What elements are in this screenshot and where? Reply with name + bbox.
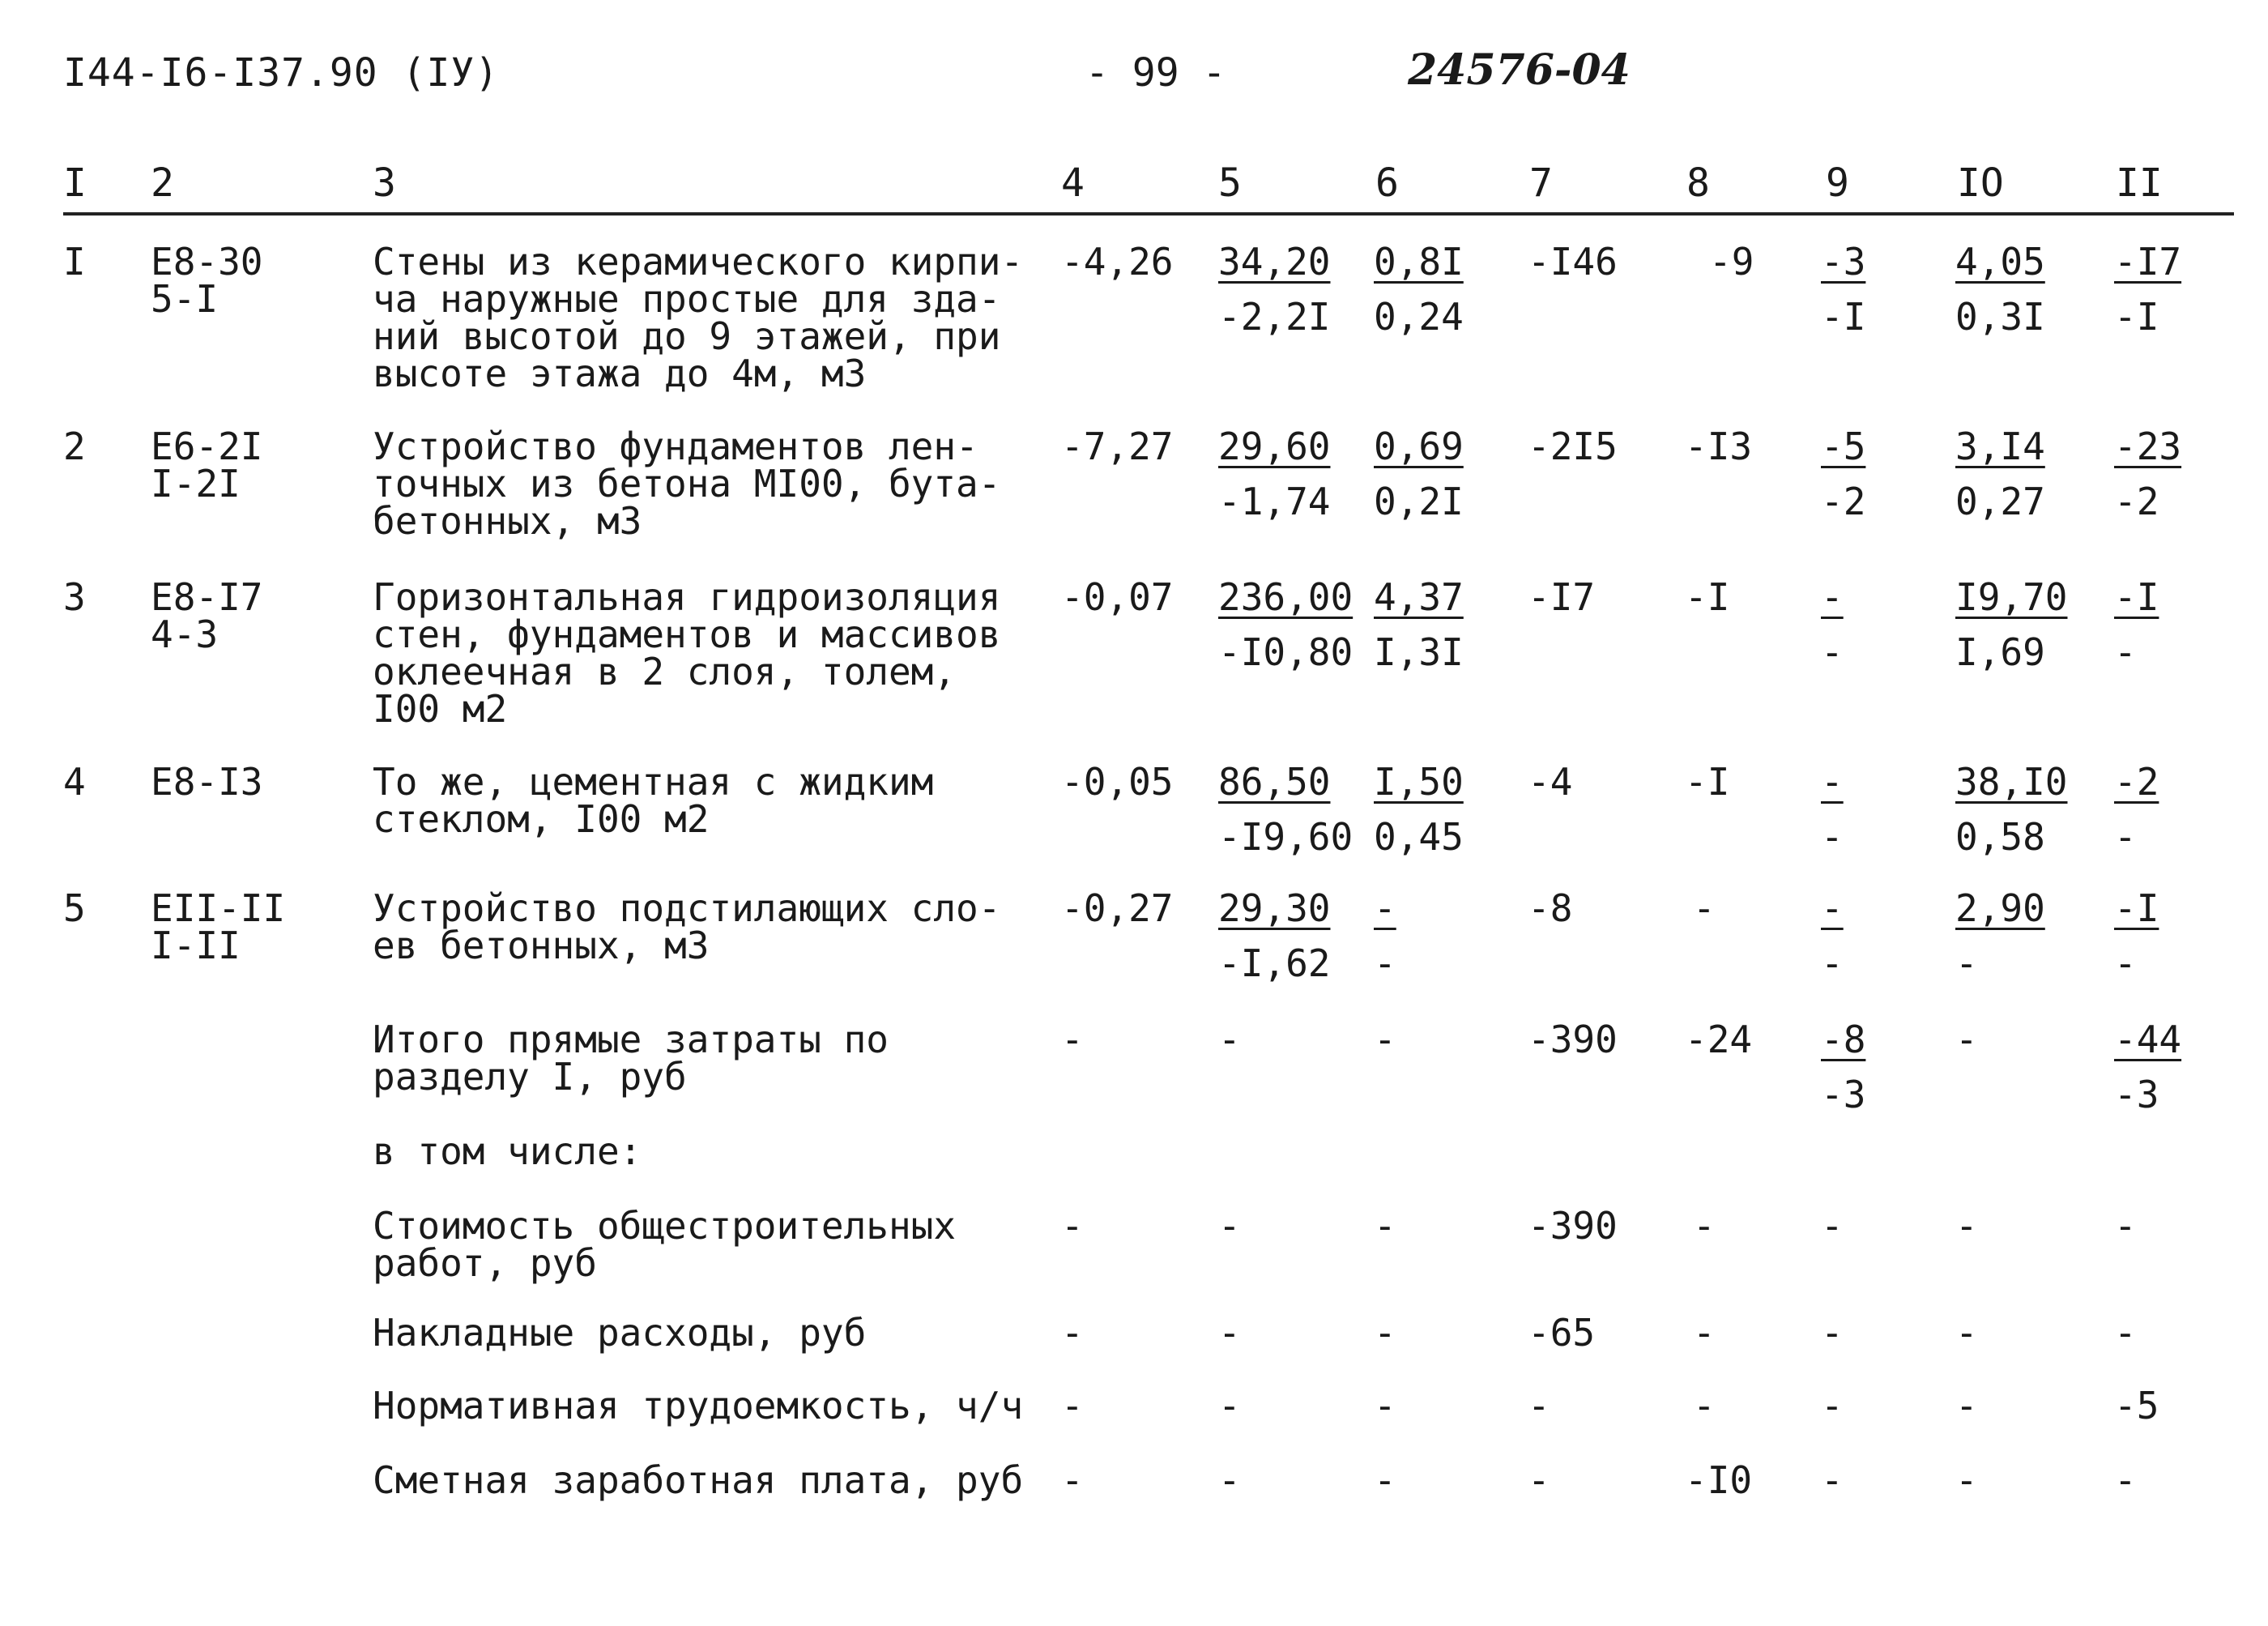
col9-top: -	[1821, 886, 1844, 930]
col10-bottom: 0,58	[1955, 815, 2045, 859]
item-description: Стены из керамического кирпи- ча наружные простые для зда- ний высотой до 9 этажей, при высоте этажа до 4м, м3	[373, 240, 1024, 395]
summary-description: Сметная заработная плата, руб	[373, 1458, 1024, 1502]
including-label: в том числе:	[373, 1129, 642, 1173]
col7-value: -I7	[1528, 575, 1596, 619]
col6-bottom: 0,24	[1374, 295, 1464, 339]
col9-pair	[1821, 575, 1884, 674]
col6-pair	[1374, 760, 1464, 859]
col7-value: -	[1528, 1458, 1550, 1502]
col11-value: -	[2114, 1311, 2137, 1355]
col5-bottom: -I0,80	[1218, 630, 1354, 674]
col8-value: -I	[1685, 575, 1730, 619]
summary-description: Накладные расходы, руб	[373, 1311, 867, 1355]
col9-pair	[1821, 240, 1884, 339]
col6-bottom: I,3I	[1374, 630, 1464, 674]
col10-top: 4,05	[1955, 240, 2045, 284]
col11-value: -5	[2114, 1384, 2159, 1428]
col11-bottom: -	[2114, 815, 2137, 859]
col11-top: -I	[2114, 575, 2159, 619]
col4-value: -	[1061, 1018, 1084, 1061]
col10-bottom: I,69	[1955, 630, 2045, 674]
col5-top: 236,00	[1218, 575, 1354, 619]
col10-value: -	[1955, 1384, 1978, 1428]
col5-pair	[1218, 886, 1331, 985]
col4-value: -0,07	[1061, 575, 1174, 619]
totals-description: Итого прямые затраты по разделу I, руб	[373, 1018, 889, 1099]
col-header: 9	[1826, 160, 1849, 206]
col8-value: -	[1693, 1311, 1716, 1355]
col5-bottom: -I,62	[1218, 941, 1331, 985]
col8-value: -9	[1709, 240, 1754, 284]
col10-value: -	[1955, 1311, 1978, 1355]
col9-pair	[1821, 760, 1884, 859]
col9-pair	[1821, 1018, 1884, 1116]
col7-value: -	[1528, 1384, 1550, 1428]
col10-top: 3,I4	[1955, 425, 2045, 468]
col9-bottom: -3	[1821, 1073, 1866, 1116]
col5-bottom: -I9,60	[1218, 815, 1354, 859]
col10-value: -	[1955, 1204, 1978, 1248]
col4-value: -	[1061, 1311, 1084, 1355]
col10-pair	[1955, 575, 2068, 674]
col10-bottom: 0,3I	[1955, 295, 2045, 339]
item-number: I	[63, 240, 86, 284]
col6-pair	[1374, 886, 1437, 985]
col6-value: -	[1374, 1018, 1396, 1061]
col10-pair	[1955, 425, 2045, 523]
col5-top: 86,50	[1218, 760, 1331, 804]
item-description: Устройство фундаментов лен- точных из бетона МI00, бута- бетонных, м3	[373, 425, 1001, 543]
col11-pair	[2114, 886, 2177, 985]
handwritten-code: 24576-04	[1408, 45, 1631, 95]
col-header: 7	[1529, 160, 1553, 206]
col10-pair	[1955, 886, 2045, 985]
col7-value: -2I5	[1528, 425, 1618, 468]
col4-value: -0,27	[1061, 886, 1174, 930]
col6-top: I,50	[1374, 760, 1464, 804]
item-description: Устройство подстилающих сло- ев бетонных, м3	[373, 886, 1001, 967]
col4-value: -	[1061, 1204, 1084, 1248]
col9-bottom: -	[1821, 630, 1844, 674]
col8-value: -I	[1685, 760, 1730, 804]
col10-top: 2,90	[1955, 886, 2045, 930]
col4-value: -	[1061, 1384, 1084, 1428]
col6-pair	[1374, 425, 1464, 523]
col5-top: 29,30	[1218, 886, 1331, 930]
col10-value: -	[1955, 1018, 1978, 1061]
page-number: - 99 -	[1085, 50, 1226, 96]
col9-pair	[1821, 886, 1884, 985]
col9-bottom: -2	[1821, 480, 1866, 523]
col9-bottom: -	[1821, 941, 1844, 985]
col5-bottom: -2,2I	[1218, 295, 1331, 339]
col11-bottom: -2	[2114, 480, 2159, 523]
col8-value: -	[1693, 1204, 1716, 1248]
item-code: E8-I7 4-3	[151, 575, 263, 656]
col5-value: -	[1218, 1311, 1241, 1355]
item-number: 4	[63, 760, 86, 804]
col4-value: -0,05	[1061, 760, 1174, 804]
col5-bottom: -1,74	[1218, 480, 1331, 523]
col8-value: -24	[1685, 1018, 1753, 1061]
col7-value: -390	[1528, 1204, 1618, 1248]
col5-top: 34,20	[1218, 240, 1331, 284]
col6-top: 0,8I	[1374, 240, 1464, 284]
col-header: II	[2116, 160, 2163, 206]
col7-value: -8	[1528, 886, 1573, 930]
col-header: IO	[1957, 160, 2004, 206]
col5-pair	[1218, 575, 1354, 674]
col10-top: I9,70	[1955, 575, 2068, 619]
col4-value: -7,27	[1061, 425, 1174, 468]
col6-top: 0,69	[1374, 425, 1464, 468]
col11-top: -I7	[2114, 240, 2182, 284]
col6-top: 4,37	[1374, 575, 1464, 619]
col5-value: -	[1218, 1018, 1241, 1061]
item-description: То же, цементная с жидким стеклом, I00 м2	[373, 760, 934, 841]
col9-top: -	[1821, 575, 1844, 619]
col10-pair	[1955, 240, 2045, 339]
item-code: E6-2I I-2I	[151, 425, 263, 506]
col-header: 3	[373, 160, 396, 206]
col6-bottom: 0,45	[1374, 815, 1464, 859]
col9-pair	[1821, 425, 1884, 523]
column-header-row	[63, 160, 2234, 216]
item-description: Горизонтальная гидроизоляция стен, фундаментов и массивов оклеечная в 2 слоя, толем, I00 м2	[373, 575, 1001, 731]
col9-value: -	[1821, 1384, 1844, 1428]
col9-value: -	[1821, 1458, 1844, 1502]
col11-top: -23	[2114, 425, 2182, 468]
col6-top: -	[1374, 886, 1396, 930]
col9-bottom: -I	[1821, 295, 1866, 339]
col9-top: -8	[1821, 1018, 1866, 1061]
col5-value: -	[1218, 1384, 1241, 1428]
col7-value: -I46	[1528, 240, 1618, 284]
col-header: 8	[1686, 160, 1710, 206]
item-number: 2	[63, 425, 86, 468]
item-number: 5	[63, 886, 86, 930]
col10-bottom: 0,27	[1955, 480, 2045, 523]
col11-bottom: -	[2114, 941, 2137, 985]
col5-top: 29,60	[1218, 425, 1331, 468]
col6-bottom: -	[1374, 941, 1396, 985]
col5-pair	[1218, 240, 1331, 339]
col6-pair	[1374, 240, 1464, 339]
col9-value: -	[1821, 1204, 1844, 1248]
summary-description: Нормативная трудоемкость, ч/ч	[373, 1384, 1024, 1428]
col10-bottom: -	[1955, 941, 1978, 985]
col11-pair	[2114, 760, 2177, 859]
col-header: 6	[1375, 160, 1399, 206]
col11-top: -44	[2114, 1018, 2182, 1061]
col7-value: -4	[1528, 760, 1573, 804]
col6-value: -	[1374, 1384, 1396, 1428]
col7-value: -65	[1528, 1311, 1596, 1355]
col10-top: 38,I0	[1955, 760, 2068, 804]
col10-pair	[1955, 760, 2068, 859]
col6-value: -	[1374, 1311, 1396, 1355]
col11-top: -I	[2114, 886, 2159, 930]
col8-value: -I0	[1685, 1458, 1753, 1502]
col9-value: -	[1821, 1311, 1844, 1355]
col9-top: -5	[1821, 425, 1866, 468]
col-header: I	[63, 160, 87, 206]
col5-value: -	[1218, 1458, 1241, 1502]
col5-value: -	[1218, 1204, 1241, 1248]
col8-value: -	[1693, 886, 1716, 930]
item-code: EII-II I-II	[151, 886, 286, 967]
col11-bottom: -	[2114, 630, 2137, 674]
col11-pair	[2114, 1018, 2182, 1116]
item-code: E8-30 5-I	[151, 240, 263, 321]
col9-top: -3	[1821, 240, 1866, 284]
col11-bottom: -3	[2114, 1073, 2159, 1116]
col6-value: -	[1374, 1204, 1396, 1248]
col9-top: -	[1821, 760, 1844, 804]
col6-value: -	[1374, 1458, 1396, 1502]
col11-pair	[2114, 240, 2182, 339]
col4-value: -	[1061, 1458, 1084, 1502]
item-code: E8-I3	[151, 760, 263, 804]
item-number: 3	[63, 575, 86, 619]
col11-top: -2	[2114, 760, 2159, 804]
document-code: I44-I6-I37.90 (IУ)	[63, 50, 500, 96]
col-header: 2	[151, 160, 174, 206]
col11-pair	[2114, 575, 2177, 674]
col11-value: -	[2114, 1204, 2137, 1248]
col11-pair	[2114, 425, 2182, 523]
col6-pair	[1374, 575, 1464, 674]
col10-value: -	[1955, 1458, 1978, 1502]
col7-value: -390	[1528, 1018, 1618, 1061]
col6-bottom: 0,2I	[1374, 480, 1464, 523]
col11-value: -	[2114, 1458, 2137, 1502]
col9-bottom: -	[1821, 815, 1844, 859]
col-header: 4	[1061, 160, 1085, 206]
col5-pair	[1218, 760, 1354, 859]
col4-value: -4,26	[1061, 240, 1174, 284]
summary-description: Стоимость общестроительных работ, руб	[373, 1204, 957, 1285]
col8-value: -I3	[1685, 425, 1753, 468]
col5-pair	[1218, 425, 1331, 523]
col8-value: -	[1693, 1384, 1716, 1428]
col11-bottom: -I	[2114, 295, 2159, 339]
col-header: 5	[1218, 160, 1242, 206]
